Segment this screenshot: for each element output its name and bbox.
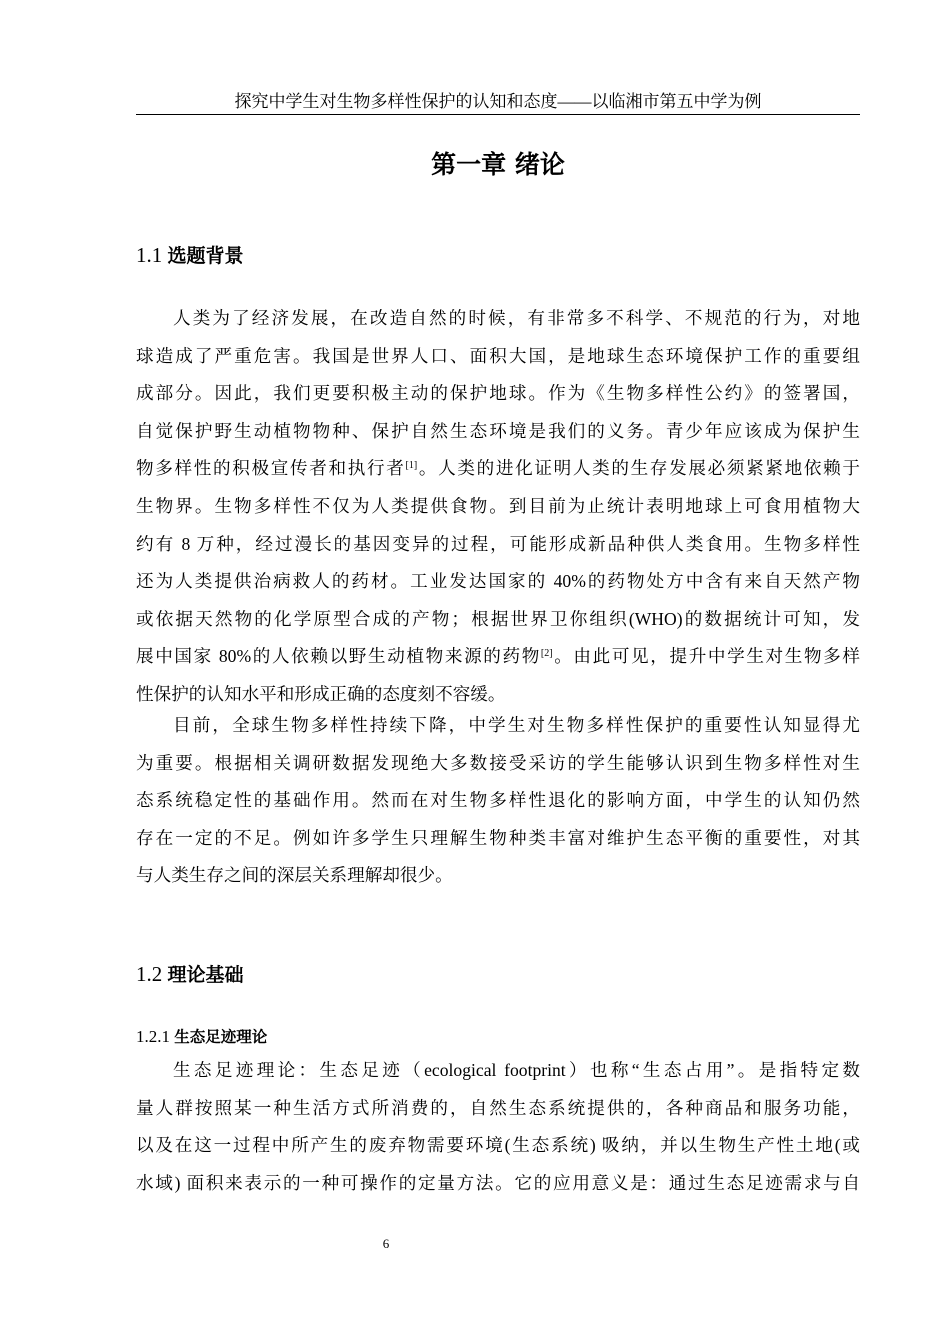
text-line: 为重要。根据相关调研数据发现绝大多数接受采访的学生能够认识到生物多样性对生	[136, 752, 860, 773]
text-line: 或依据天然物的化学原型合成的产物；根据世界卫你组织(WHO)的数据统计可知，发	[136, 608, 860, 629]
text-segment: 。由此可见，提升中学生对生物多样	[552, 646, 860, 667]
running-header: 探究中学生对生物多样性保护的认知和态度——以临湘市第五中学为例	[234, 92, 762, 111]
text-line: 存在一定的不足。例如许多学生只理解生物种类丰富对维护生态平衡的重要性，对其	[136, 827, 860, 848]
section-number: 1.1	[136, 243, 163, 267]
header-rule	[136, 114, 860, 115]
text-line: 生物界。生物多样性不仅为人类提供食物。到目前为止统计表明地球上可食用植物大	[136, 495, 860, 516]
text-line: 球造成了严重危害。我国是世界人口、面积大国，是地球生态环境保护工作的重要组	[136, 345, 860, 366]
citation-2: [2]	[540, 648, 553, 660]
text-line	[136, 638, 860, 676]
section-heading-1-1	[136, 240, 244, 271]
text-line: 还为人类提供治病救人的药材。工业发达国家的 40%的药物处方中含有来自天然产物	[136, 571, 860, 592]
text-line: 性保护的认知水平和形成正确的态度刻不容缓。	[136, 683, 506, 704]
citation-1: [1]	[405, 460, 418, 472]
text-line: 量人群按照某一种生活方式所消费的，自然生态系统提供的，各种商品和服务功能，	[136, 1097, 860, 1118]
subsection-title: 生态足迹理论	[174, 1028, 268, 1046]
text-line: 与人类生存之间的深层关系理解却很少。	[136, 865, 453, 886]
section-title: 理论基础	[167, 964, 244, 986]
paragraph-background-1	[136, 300, 860, 714]
text-line: 人类为了经济发展，在改造自然的时候，有非常多不科学、不规范的行为，对地	[173, 308, 860, 328]
section-number: 1.2	[136, 962, 163, 986]
paragraph-background-2	[136, 707, 860, 895]
text-segment: 。人类的进化证明人类的生存发展必须紧紧地依赖于	[417, 458, 860, 479]
text-line: 约有 8 万种，经过漫长的基因变异的过程，可能形成新品种供人类食用。生物多样性	[136, 533, 860, 554]
section-heading-1-2	[136, 959, 244, 990]
paragraph-ecological-footprint	[136, 1052, 860, 1202]
text-line: 生态足迹理论：生态足迹（ecological footprint）也称“生态占用”。是指特定数	[173, 1060, 860, 1080]
chapter-title: 第一章 绪论	[431, 150, 565, 179]
text-line: 态系统稳定性的基础作用。然而在对生物多样性退化的影响方面，中学生的认知仍然	[136, 790, 860, 811]
subsection-number: 1.2.1	[136, 1027, 170, 1046]
text-line: 以及在这一过程中所产生的废弃物需要环境(生态系统) 吸纳，并以生物生产性土地(或	[136, 1135, 860, 1156]
text-line: 成部分。因此，我们更要积极主动的保护地球。作为《生物多样性公约》的签署国，	[136, 383, 860, 404]
text-line: 水域) 面积来表示的一种可操作的定量方法。它的应用意义是：通过生态足迹需求与自	[136, 1172, 860, 1193]
section-title: 选题背景	[167, 245, 244, 267]
text-segment: 展中国家 80%的人依赖以野生动植物来源的药物	[136, 646, 541, 667]
text-line: 自觉保护野生动植物物种、保护自然生态环境是我们的义务。青少年应该成为保护生	[136, 420, 860, 441]
text-line: 目前，全球生物多样性持续下降，中学生对生物多样性保护的重要性认知显得尤	[173, 715, 860, 735]
text-segment: 物多样性的积极宣传者和执行者	[136, 458, 406, 479]
subsection-heading-1-2-1	[136, 1024, 267, 1050]
page-number: 6	[382, 1236, 390, 1251]
text-line	[136, 450, 860, 488]
